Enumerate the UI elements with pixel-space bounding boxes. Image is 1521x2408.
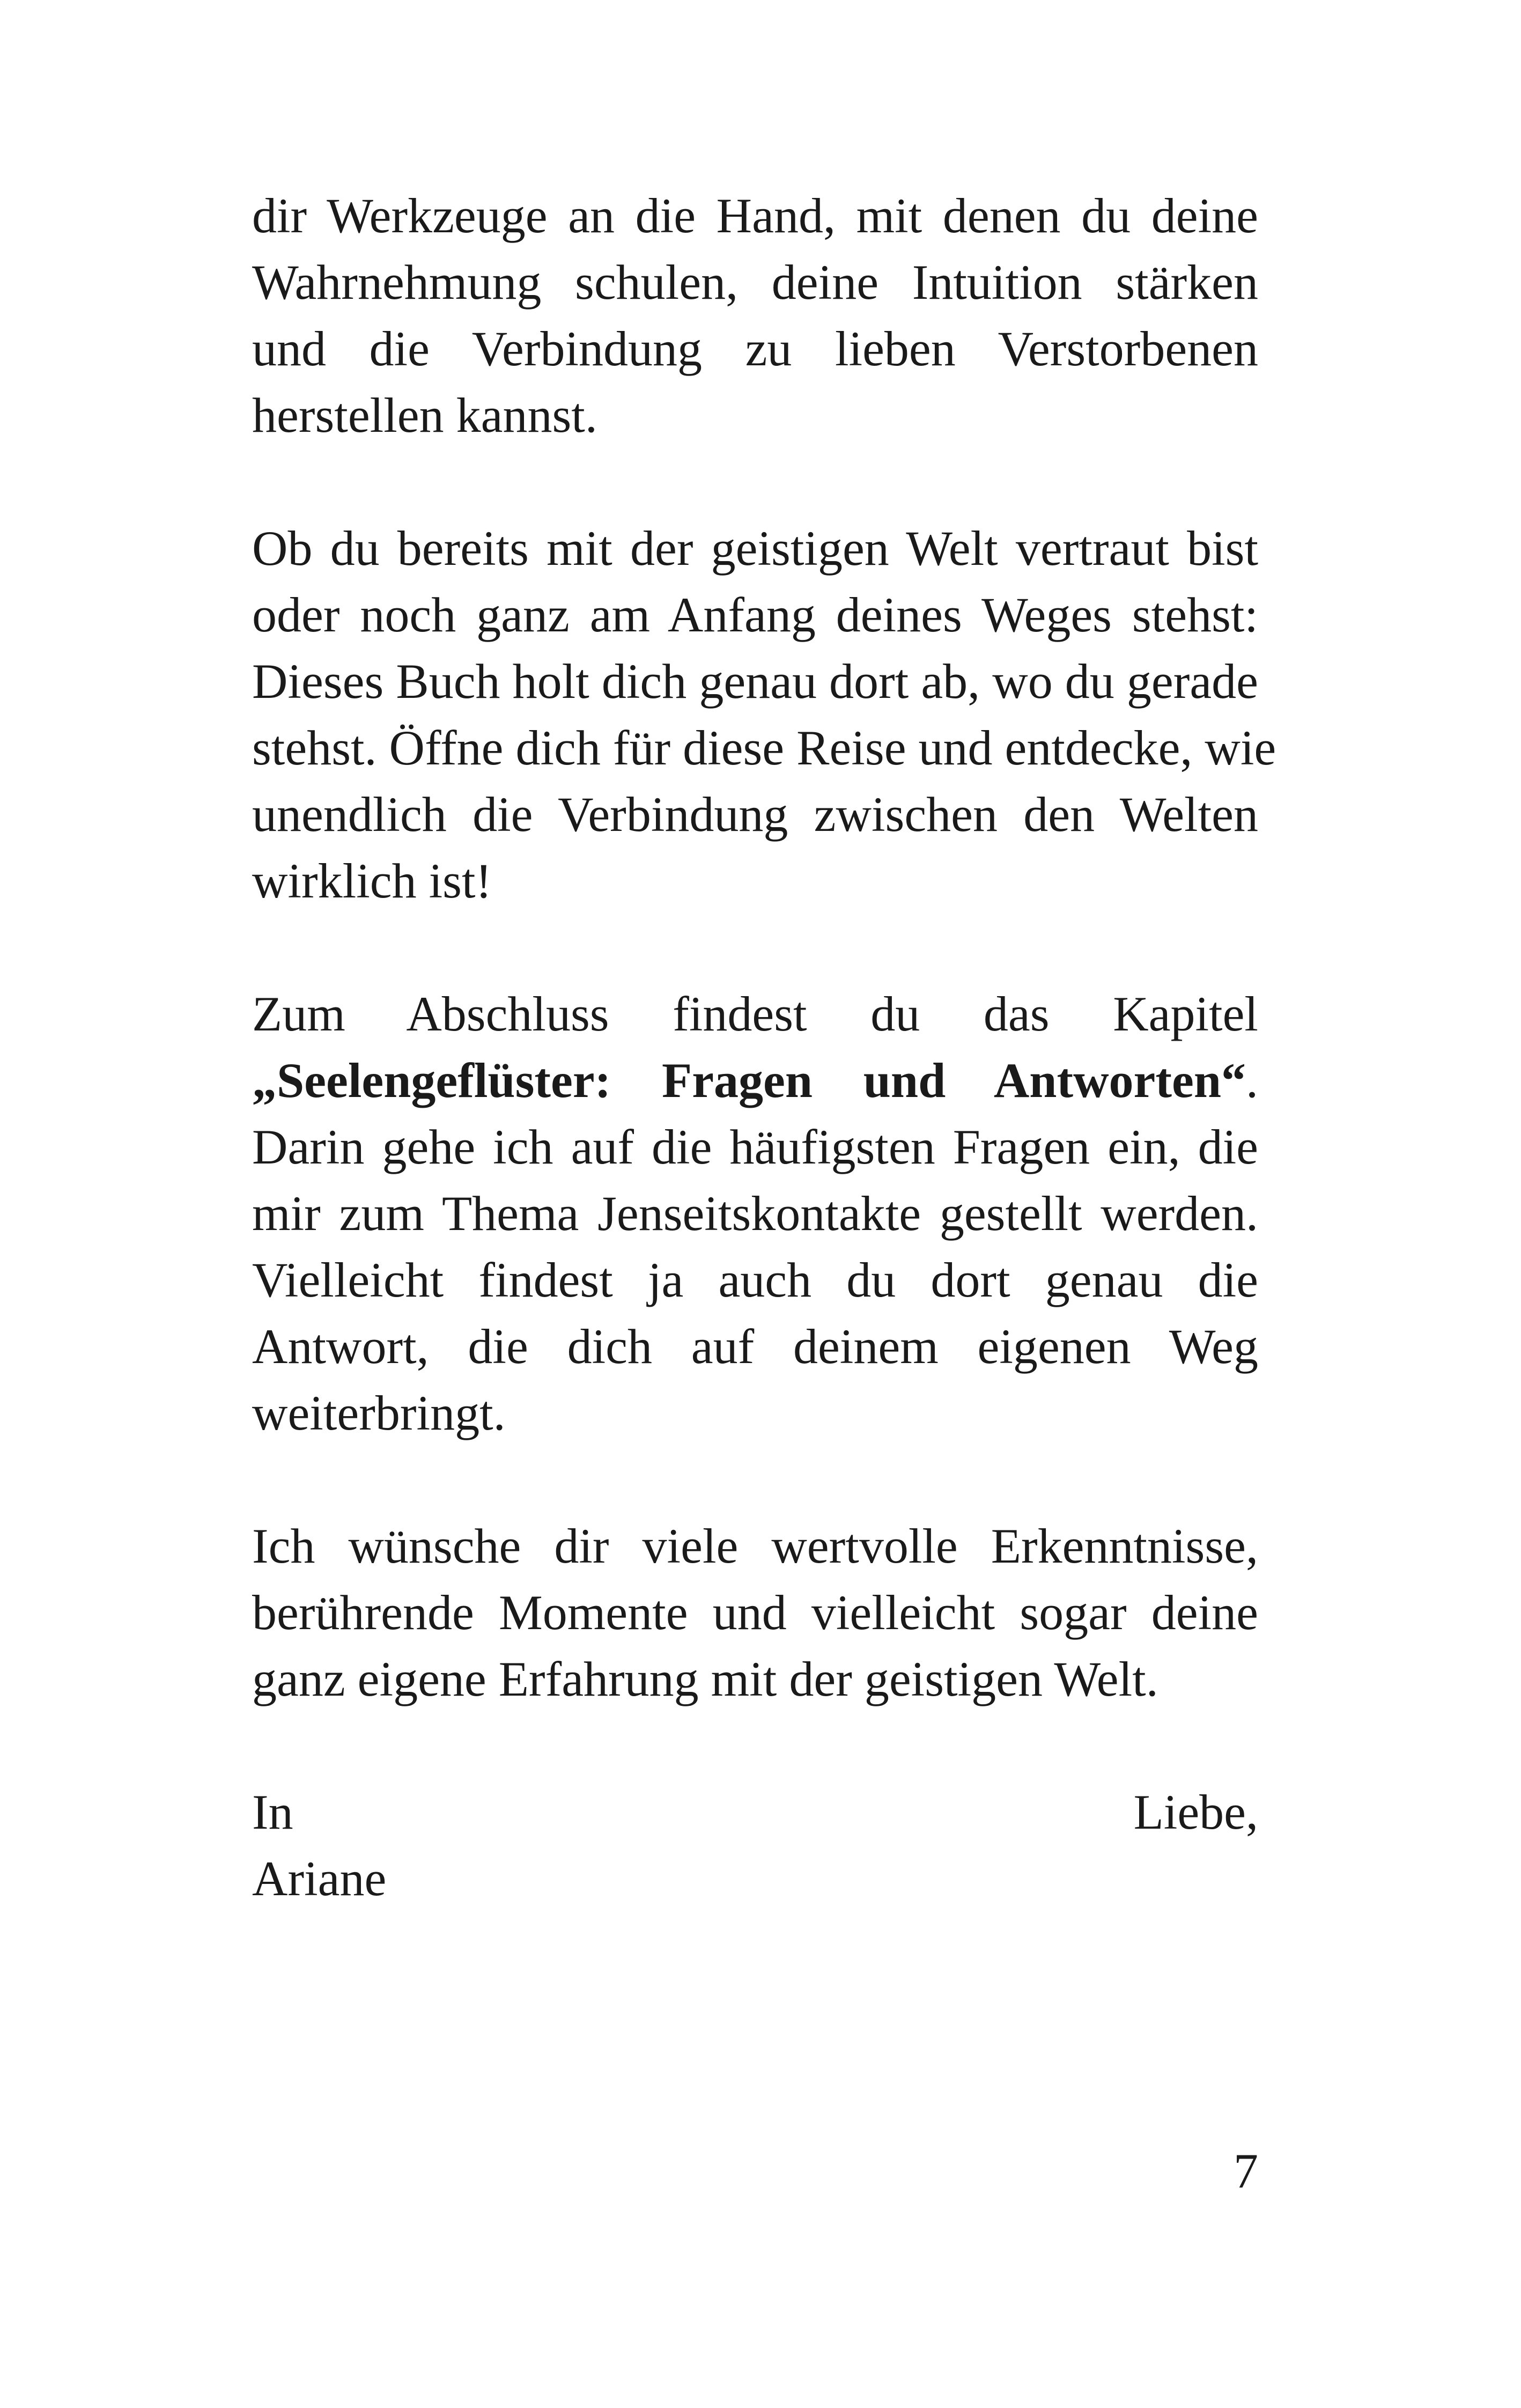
chapter-reference-line [252,1047,1258,1114]
text-line: Darin gehe ich auf die häufigsten Fragen ein, die [252,1120,1258,1174]
text-line: Zum Abschluss findest du das Kapitel [252,986,1258,1041]
title-punctuation: . [1246,1053,1258,1108]
text-line: berührende Momente und vielleicht sogar deine [252,1585,1258,1640]
paragraph-1 [252,182,1258,448]
body-text [252,182,1276,1978]
signature: Ariane [252,1851,387,1906]
text-line: ganz eigene Erfahrung mit der geistigen Welt. [252,1652,1158,1706]
text-line: Ob du bereits mit der geistigen Welt vertraut bist [252,521,1258,576]
text-line: stehst. Öffne dich für diese Reise und entdecke, wie [252,720,1276,775]
closing-greeting: In Liebe, [252,1785,1258,1839]
chapter-title: „Seelengeflüster: Fragen und Antworten“ [252,1053,1246,1108]
closing [252,1779,1258,1912]
text-line: Dieses Buch holt dich genau dort ab, wo du gerade [252,654,1258,709]
paragraph-3 [252,981,1258,1446]
text-line: Ich wünsche dir viele wertvolle Erkenntnisse, [252,1519,1258,1573]
paragraph-2 [252,515,1276,914]
text-line: und die Verbindung zu lieben Verstorbenen [252,321,1258,376]
text-line: herstellen kannst. [252,388,597,443]
text-line: oder noch ganz am Anfang deines Weges stehst: [252,587,1258,642]
page-number: 7 [1234,2144,1258,2198]
paragraph-4 [252,1513,1258,1712]
text-line: Antwort, die dich auf deinem eigenen Weg [252,1319,1258,1374]
text-line: mir zum Thema Jenseitskontakte gestellt werden. [252,1186,1258,1241]
text-line: Wahrnehmung schulen, deine Intuition stärken [252,255,1258,310]
text-line: Vielleicht findest ja auch du dort genau die [252,1253,1258,1307]
text-line: unendlich die Verbindung zwischen den Welten [252,787,1258,842]
text-line: dir Werkzeuge an die Hand, mit denen du deine [252,188,1258,243]
text-line: weiterbringt. [252,1386,506,1440]
text-line: wirklich ist! [252,853,492,908]
